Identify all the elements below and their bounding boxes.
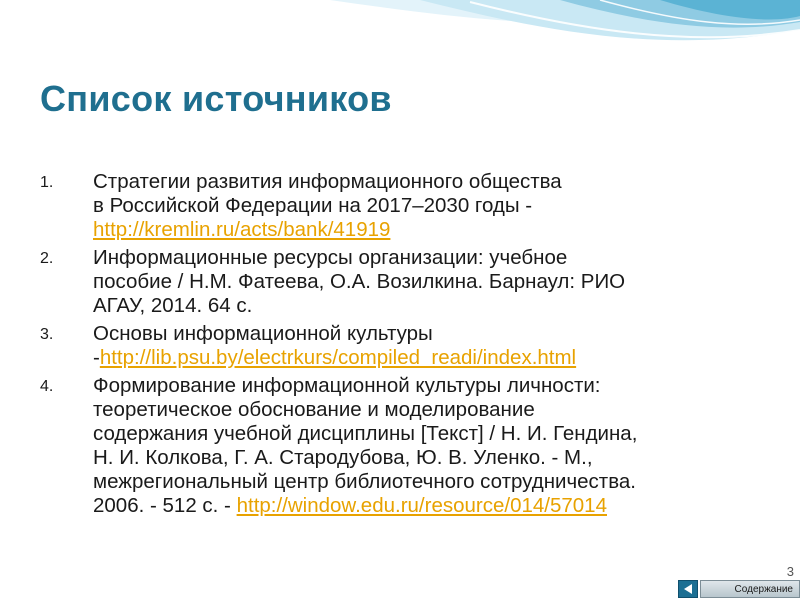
source-text-line: Формирование информационной культуры личности: [93, 374, 601, 397]
list-number: 4. [40, 378, 54, 395]
source-text-line: межрегиональный центр библиотечного сотрудничества. [93, 470, 636, 493]
link-prefix: - [93, 346, 100, 369]
source-text-line: содержания учебной дисциплины [Текст] / Н. И. Гендина, [93, 422, 638, 445]
source-text-line: в Российской Федерации на 2017–2030 годы - [93, 194, 533, 217]
source-text-line: Н. И. Колкова, Г. А. Стародубова, Ю. В. Уленко. - М., [93, 446, 593, 469]
source-text-line: теоретическое обоснование и моделирование [93, 398, 535, 421]
source-text-line: Основы информационной культуры [93, 322, 433, 345]
contents-button[interactable]: Содержание [700, 580, 800, 598]
source-item-2 [40, 246, 760, 318]
source-text-line: Информационные ресурсы организации: учебное [93, 246, 568, 269]
arrow-left-icon [684, 584, 692, 594]
source-item-3 [40, 322, 760, 370]
source-text-line: Стратегии развития информационного общества [93, 170, 562, 193]
list-number: 1. [40, 174, 54, 191]
prev-slide-button[interactable] [678, 580, 698, 598]
source-link-kremlin[interactable]: http://kremlin.ru/acts/bank/41919 [93, 218, 391, 241]
sources-list [40, 170, 760, 522]
source-text-line: пособие / Н.М. Фатеева, О.А. Возилкина. Барнаул: РИО [93, 270, 626, 293]
list-number: 2. [40, 250, 54, 267]
source-text-line: АГАУ, 2014. 64 с. [93, 294, 253, 317]
source-link-psu[interactable]: http://lib.psu.by/electrkurs/compiled_readi/index.html [99, 346, 577, 369]
slide-title: Список источников [40, 78, 392, 119]
link-prefix: 2006. - 512 с. - [93, 494, 237, 517]
source-item-1 [40, 170, 760, 242]
header-wave-decoration [0, 0, 800, 80]
source-item-4 [40, 374, 760, 518]
source-link-line [93, 346, 760, 370]
source-link-line [93, 494, 760, 518]
source-link-window[interactable]: http://window.edu.ru/resource/014/57014 [236, 494, 607, 517]
list-number: 3. [40, 326, 54, 343]
page-number: 3 [786, 564, 794, 579]
source-link-line [93, 218, 760, 242]
